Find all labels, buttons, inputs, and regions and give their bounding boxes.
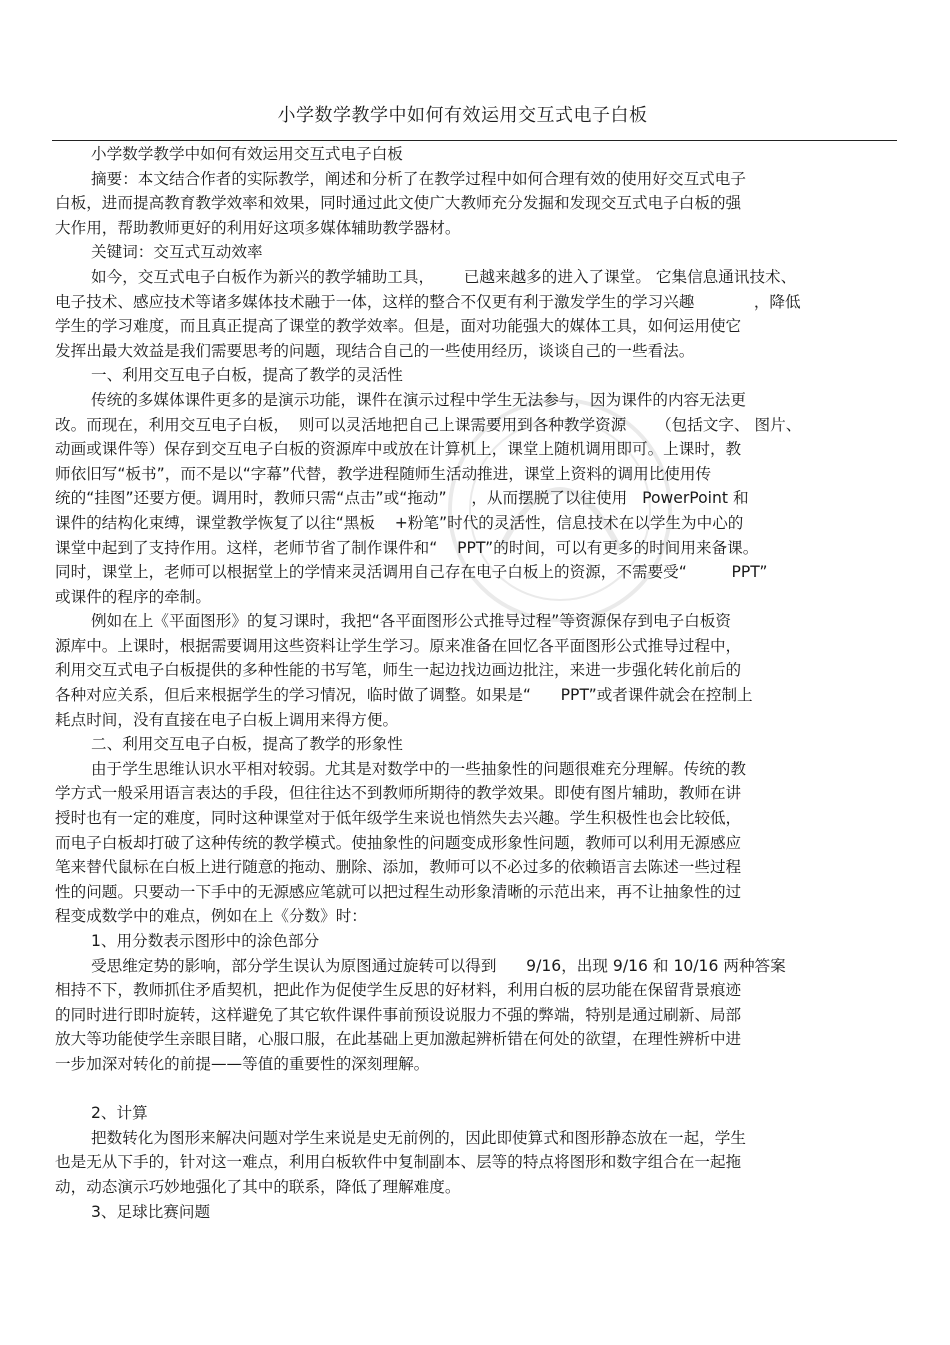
text-line: 如今，交互式电子白板作为新兴的教学辅助工具， 已越来越多的进入了课堂。 它集信息通讯技术、 — [91, 267, 797, 286]
text-line: 2、计算 — [91, 1104, 148, 1123]
text-line: 动画或课件等）保存到交互电子白板的资源库中或放在计算机上，课堂上随机调用即可。上课时，教 — [55, 440, 742, 459]
text-line: 一、利用交互电子白板，提高了教学的灵活性 — [91, 366, 403, 385]
text-line: 而电子白板却打破了这种传统的教学模式。使抽象性的问题变成形象性问题，教师可以利用无源感应 — [55, 833, 742, 852]
text-line: 小学数学教学中如何有效运用交互式电子白板 — [91, 145, 403, 163]
text-line: 授时也有一定的难度，同时这种课堂对于低年级学生来说也悄然失去兴趣。学生积极性也会比较低， — [55, 809, 742, 828]
text-line: 改。而现在，利用交互电子白板， 则可以灵活地把自己上课需要用到各种教学资源 （包括文字、 图片、 — [55, 415, 802, 434]
text-line: 放大等功能使学生亲眼目睹，心服口服，在此基础上更加激起辨析错在何处的欲望，在理性辨析中进 — [55, 1030, 742, 1049]
text-line: 例如在上《平面图形》的复习课时，我把“各平面图形公式推导过程”等资源保存到电子白板资 — [91, 612, 731, 631]
text-line: 把数转化为图形来解决问题对学生来说是史无前例的，因此即使算式和图形静态放在一起，学生 — [91, 1128, 746, 1147]
text-line: 性的问题。只要动一下手中的无源感应笔就可以把过程生动形象清晰的示范出来，再不让抽象性的过 — [55, 882, 742, 901]
text-line: 一步加深对转化的前提——等值的重要性的深刻理解。 — [55, 1054, 430, 1073]
text-line: 学方式一般采用语言表达的手段，但往往达不到教师所期待的教学效果。即使有图片辅助，教师在讲 — [55, 784, 742, 803]
text-line: 电子技术、感应技术等诸多媒体技术融于一体，这样的整合不仅更有利于激发学生的学习兴趣 ，降低 — [55, 292, 801, 311]
text-line: 由于学生思维认识水平相对较弱。尤其是对数学中的一些抽象性的问题很难充分理解。传统的教 — [91, 759, 746, 778]
text-line: 同时，课堂上，老师可以根据堂上的学情来灵活调用自己存在电子白板上的资源，不需要受“ PPT” — [55, 563, 768, 582]
text-line: 3、足球比赛问题 — [91, 1202, 211, 1221]
text-line: 传统的多媒体课件更多的是演示功能，课件在演示过程中学生无法参与，因为课件的内容无法更 — [91, 390, 746, 409]
text-line: 动，动态演示巧妙地强化了其中的联系，降低了理解难度。 — [55, 1177, 461, 1196]
text-line: 源库中。上课时，根据需要调用这些资料让学生学习。原来准备在回忆各平面图形公式推导过程中， — [55, 636, 742, 655]
text-line: 课件的结构化束缚，课堂教学恢复了以往“黑板 +粉笔”时代的灵活性，信息技术在以学生为中心的 — [55, 513, 744, 532]
blank-line — [55, 1077, 900, 1102]
text-line: 二、利用交互电子白板，提高了教学的形象性 — [91, 735, 403, 754]
text-line: 也是无从下手的，针对这一难点，利用白板软件中复制副本、层等的特点将图形和数字组合在一起拖 — [55, 1153, 742, 1172]
text-line: 受思维定势的影响，部分学生误认为原图通过旋转可以得到 9/16，出现 9/16 和 10/16 两种答案 — [91, 956, 786, 975]
text-line: 程变成数学中的难点，例如在上《分数》时： — [55, 907, 367, 926]
text-line: 的同时进行即时旋转，这样避免了其它软件课件事前预设说服力不强的弊端，特别是通过刷新、局部 — [55, 1005, 742, 1024]
text-line: 相持不下，教师抓住矛盾契机，把此作为促使学生反思的好材料，利用白板的层功能在保留背景痕迹 — [55, 981, 742, 1000]
text-line: 1、用分数表示图形中的涂色部分 — [91, 932, 320, 950]
text-line: 课堂中起到了支持作用。这样，老师节省了制作课件和“ PPT”的时间，可以有更多的时间用来备课。 — [55, 538, 759, 557]
text-line: 大作用，帮助教师更好的利用好这项多媒体辅助教学器材。 — [55, 218, 461, 237]
text-line: 利用交互式电子白板提供的多种性能的书写笔，师生一起边找边画边批注，来进一步强化转化前后的 — [55, 661, 742, 680]
text-line: 摘要：本文结合作者的实际教学，阐述和分析了在教学过程中如何合理有效的使用好交互式电子 — [91, 169, 746, 188]
text-line: 或课件的程序的牵制。 — [55, 587, 211, 606]
text-line: 耗点时间，没有直接在电子白板上调用来得方便。 — [55, 710, 399, 729]
text-line: 白板，进而提高教育教学效率和效果，同时通过此文使广大教师充分发掘和发现交互式电子白板的强 — [55, 194, 742, 213]
text-line: 发挥出最大效益是我们需要思考的问题，现结合自己的一些使用经历，谈谈自己的一些看法。 — [55, 341, 695, 360]
text-line: 统的“挂图”还要方便。调用时，教师只需“点击”或“拖动” ，从而摆脱了以往使用 PowerPoint 和 — [55, 489, 749, 508]
document-title: 小学数学教学中如何有效运用交互式电子白板 — [277, 105, 648, 126]
text-line: 各种对应关系，但后来根据学生的学习情况，临时做了调整。如果是“ PPT”或者课件就会在控制上 — [55, 686, 753, 705]
text-line: 学生的学习难度，而且真正提高了课堂的教学效率。但是，面对功能强大的媒体工具，如何运用使它 — [55, 317, 742, 336]
text-line: 关键词：交互式互动效率 — [91, 243, 263, 262]
text-line: 笔来替代鼠标在白板上进行随意的拖动、删除、添加，教师可以不必过多的依赖语言去陈述一些过程 — [55, 858, 742, 877]
title-divider — [52, 140, 897, 141]
text-line: 师依旧写“板书”，而不是以“字幕”代替，教学进程随师生活动推进，课堂上资料的调用比使用传 — [55, 464, 712, 483]
document-body — [55, 142, 900, 1224]
